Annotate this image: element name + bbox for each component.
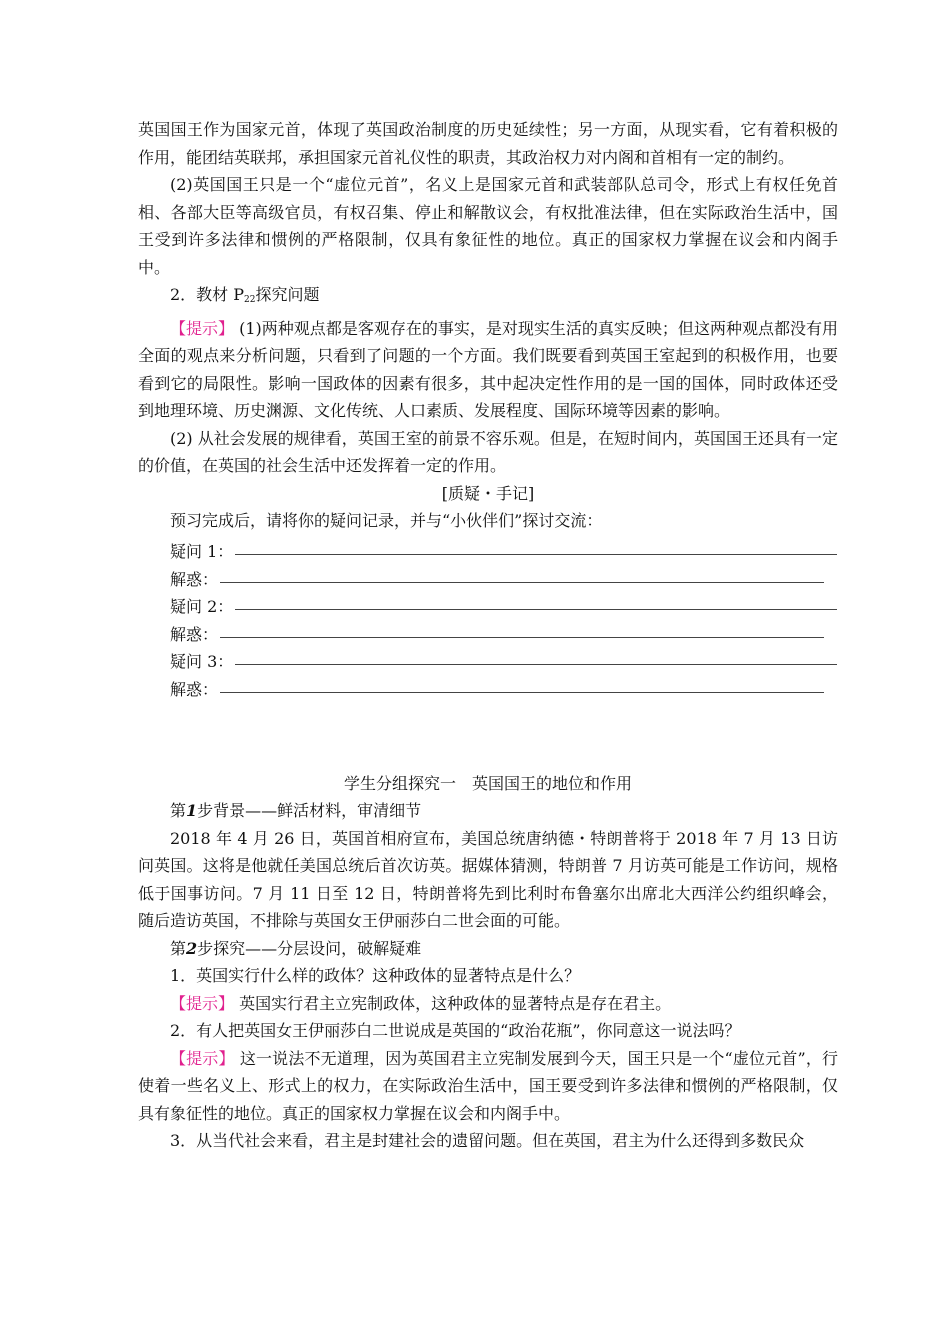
step-suffix: 步探究——分层设问，破解疑难 xyxy=(197,938,422,958)
answer-line[interactable] xyxy=(235,544,837,555)
row-label: 疑问 3： xyxy=(170,652,234,671)
question-1: 1．英国实行什么样的政体？这种政体的显著特点是什么？ xyxy=(170,966,581,985)
hint-text: 英国实行君主立宪制政体，这种政体的显著特点是存在君主。 xyxy=(239,993,672,1013)
section-title: 学生分组探究一 英国国王的地位和作用 xyxy=(343,773,632,793)
document-page xyxy=(138,116,838,1155)
answer-line[interactable] xyxy=(235,654,837,665)
hint-label: 【提示】 xyxy=(170,1048,235,1068)
background-text: 2018 年 4 月 26 日，英国首相府宣布，美国总统唐纳德・特朗普将于 2018 年 7 月 13 日访问英国。这将是他就任美国总统后首次访英。据媒体猜测，特朗普 7 月访英可能是工作访问，规格低于国事访问。7 月 11 日至 12 日，特朗普将先到比利时布鲁塞尔出席北大西洋公约组织峰会，随后造访英国，不排除与英国女王伊丽莎白二世会面的可能。 xyxy=(138,828,838,930)
question-heading xyxy=(138,281,838,315)
hint-paragraph xyxy=(138,990,838,1018)
notes-intro: 预习完成后，请将你的疑问记录，并与“小伙伴们”探讨交流： xyxy=(170,511,603,530)
question-3: 3．从当代社会来看，君主是封建社会的遗留问题。但在英国，君主为什么还得到多数民众 xyxy=(170,1131,805,1150)
question-2: 2．有人把英国女王伊丽莎白二世说成是英国的“政治花瓶”，你同意这一说法吗？ xyxy=(170,1021,741,1040)
answer-row-2[interactable] xyxy=(138,617,838,645)
step-heading xyxy=(138,797,838,825)
q2-suffix: 探究问题 xyxy=(255,285,320,304)
row-label: 解惑： xyxy=(170,569,219,589)
notes-heading: [质疑・手记] xyxy=(441,483,535,503)
step-prefix: 第 xyxy=(170,801,187,820)
page-subscript: 22 xyxy=(244,295,256,305)
hint-label: 【提示】 xyxy=(170,993,235,1013)
hint-paragraph xyxy=(138,315,838,425)
row-label: 疑问 2： xyxy=(170,597,234,616)
hint-paragraph xyxy=(138,1045,838,1128)
question-row-3[interactable] xyxy=(138,645,838,673)
question-row-1[interactable] xyxy=(138,535,838,563)
paragraph: (2) 从社会发展的规律看，英国王室的前景不容乐观。但是，在短时间内，英国国王还具有一定的价值，在英国的社会生活中还发挥着一定的作用。 xyxy=(138,428,838,475)
answer-line[interactable] xyxy=(235,599,837,610)
answer-row-3[interactable] xyxy=(138,672,838,700)
step-heading xyxy=(138,935,838,963)
hint-label: 【提示】 xyxy=(170,318,235,338)
paragraph: 英国国王作为国家元首，体现了英国政治制度的历史延续性；另一方面，从现实看，它有着积极的作用，能团结英联邦，承担国家元首礼仪性的职责，其政治权力对内阁和首相有一定的制约。 xyxy=(138,120,838,167)
hint-text: 这一说法不无道理，因为英国君主立宪制发展到今天，国王只是一个“虚位元首”，行使着一些名义上、形式上的权力，在实际政治生活中，国王要受到许多法律和惯例的严格限制，仅具有象征性的地位。真正的国家权力掌握在议会和内阁手中。 xyxy=(138,1048,838,1123)
row-label: 疑问 1： xyxy=(170,542,234,561)
answer-line[interactable] xyxy=(220,682,824,693)
step-number: 1 xyxy=(186,801,198,820)
answer-line[interactable] xyxy=(220,627,824,638)
step-suffix: 步背景——鲜活材料，审清细节 xyxy=(197,801,422,820)
spacer xyxy=(138,700,838,770)
step-prefix: 第 xyxy=(170,938,187,958)
answer-line[interactable] xyxy=(220,572,824,583)
q2-prefix: 2．教材 P xyxy=(170,285,245,304)
paragraph: (2)英国国王只是一个“虚位元首”，名义上是国家元首和武装部队总司令，形式上有权任免首相、各部大臣等高级官员，有权召集、停止和解散议会，有权批准法律，但在实际政治生活中，国王受到许多法律和惯例的严格限制，仅具有象征性的地位。真正的国家权力掌握在议会和内阁手中。 xyxy=(138,175,838,277)
question-row-2[interactable] xyxy=(138,590,838,618)
hint-text: (1)两种观点都是客观存在的事实，是对现实生活的真实反映；但这两种观点都没有用全面的观点来分析问题，只看到了问题的一个方面。我们既要看到英国王室起到的积极作用，也要看到它的局限性。影响一国政体的因素有很多，其中起决定性作用的是一国的国体，同时政体还受到地理环境、历史渊源、文化传统、人口素质、发展程度、国际环境等因素的影响。 xyxy=(138,318,838,420)
row-label: 解惑： xyxy=(170,679,219,699)
answer-row-1[interactable] xyxy=(138,562,838,590)
step-number: 2 xyxy=(186,938,198,958)
row-label: 解惑： xyxy=(170,624,219,644)
